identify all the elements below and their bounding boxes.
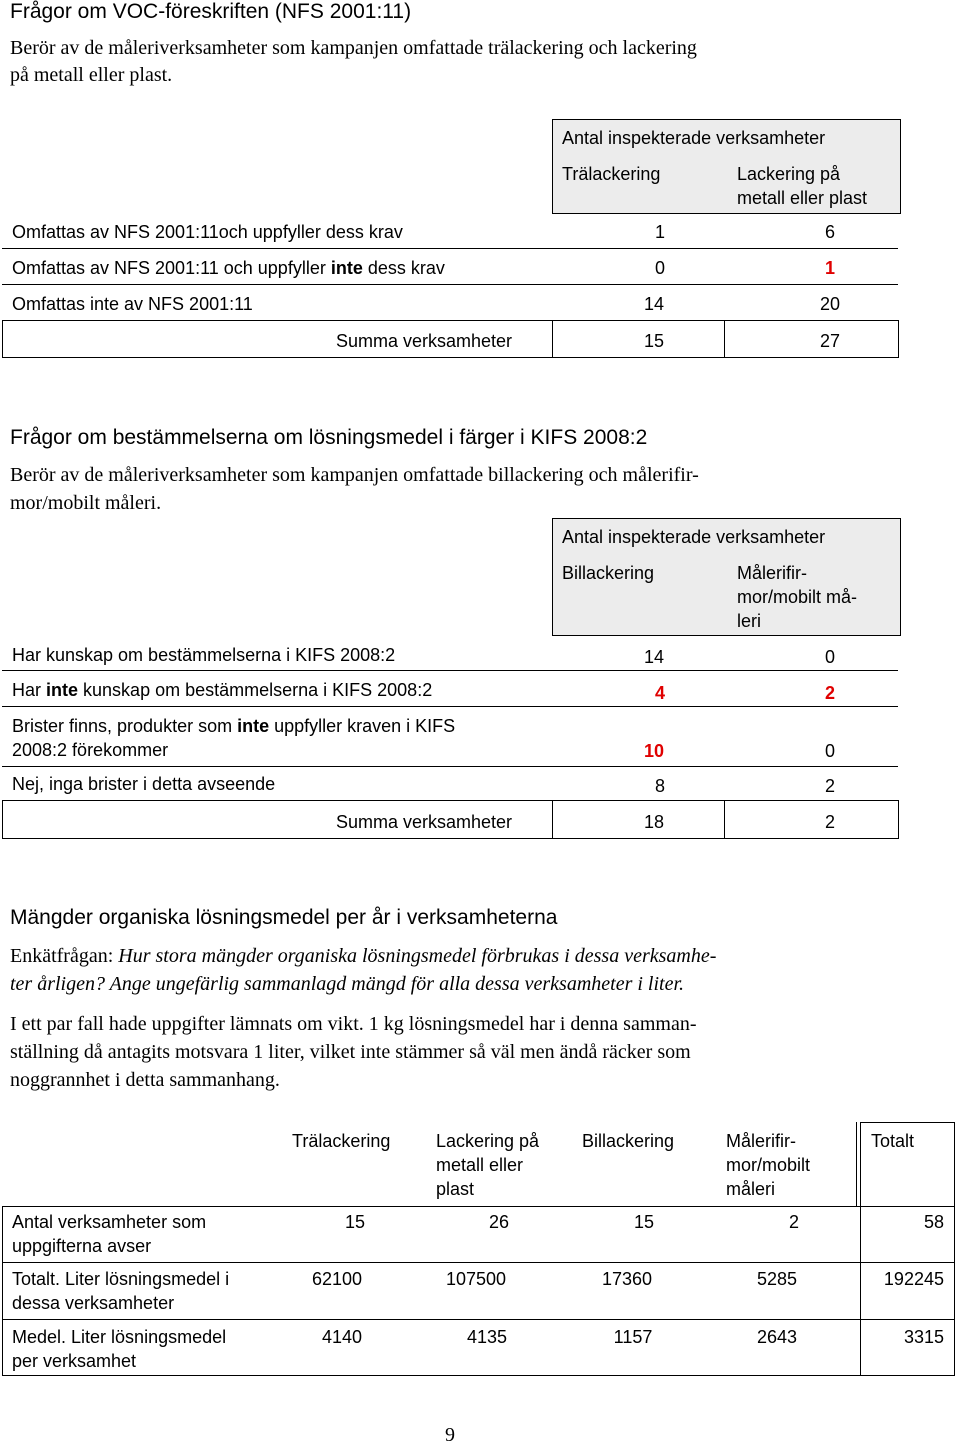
solvent-row1-v1: 15 (344, 1212, 366, 1232)
kifs-row4-v2: 2 (824, 776, 835, 796)
voc-row3-v2: 20 (819, 294, 841, 314)
solvent-row2-label-line2: dessa verksamheter (12, 1293, 175, 1313)
voc-row3-v1: 14 (643, 294, 665, 314)
kifs-row2-v1: 4 (654, 683, 665, 703)
kifs-group-header: Antal inspekterade verksamheter (562, 527, 826, 547)
solvent-row3-v4: 2643 (756, 1327, 798, 1347)
voc-sum-label: Summa verksamheter (336, 331, 513, 351)
survey-question-line2: ter årligen? Ange ungefärlig sammanlagd mängd för alla dessa verksamheter i liter. (10, 973, 685, 995)
voc-sum-v2: 27 (819, 331, 841, 351)
solvent-row2-v5: 192245 (883, 1269, 944, 1289)
solvent-header-2-line3: plast (436, 1179, 475, 1199)
voc-row1-v2: 6 (824, 222, 835, 242)
kifs-col2-header-line3: leri (737, 611, 762, 631)
voc-col1-header: Trälackering (562, 164, 661, 184)
kifs-row1-v1: 14 (643, 647, 665, 667)
kifs-row2-label: Har inte kunskap om bestämmelserna i KIFS 2008:2 (12, 680, 433, 700)
voc-col2-header-line1: Lackering på (737, 164, 841, 184)
note-line3: noggrannhet i detta sammanhang. (10, 1069, 280, 1091)
solvent-header-4-line1: Målerifir- (726, 1131, 796, 1151)
solvent-row2-v1: 62100 (311, 1269, 363, 1289)
voc-row2-v2: 1 (824, 258, 835, 278)
section2-intro-line1: Berör av de måleriverksamheter som kampanjen omfattade billackering och målerifir- (10, 464, 699, 486)
solvent-row2-v2: 107500 (445, 1269, 507, 1289)
kifs-row4-v1: 8 (654, 776, 665, 796)
kifs-sum-label: Summa verksamheter (336, 812, 513, 832)
kifs-row4-label: Nej, inga brister i detta avseende (12, 774, 276, 794)
kifs-sum-v1: 18 (643, 812, 665, 832)
solvent-row3-v1: 4140 (321, 1327, 363, 1347)
voc-group-header: Antal inspekterade verksamheter (562, 128, 826, 148)
solvent-header-4-line2: mor/mobilt (726, 1155, 811, 1175)
solvent-header-2-line1: Lackering på (436, 1131, 540, 1151)
voc-row2-v1: 0 (654, 258, 665, 278)
kifs-row3-v1: 10 (643, 741, 665, 761)
solvent-row3-label-line2: per verksamhet (12, 1351, 137, 1371)
solvent-row3-v3: 1157 (613, 1327, 653, 1347)
kifs-col2-header-line1: Målerifir- (737, 563, 807, 583)
solvent-row1-label-line2: uppgifterna avser (12, 1236, 152, 1256)
kifs-row3-v2: 0 (824, 741, 835, 761)
solvent-header-5: Totalt (871, 1131, 915, 1151)
kifs-row1-label: Har kunskap om bestämmelserna i KIFS 2008:2 (12, 645, 396, 665)
voc-row1-v1: 1 (654, 222, 665, 242)
voc-row1-label: Omfattas av NFS 2001:11och uppfyller dess krav (12, 222, 403, 242)
voc-sum-v1: 15 (643, 331, 665, 351)
kifs-row3-label-line1: Brister finns, produkter som inte uppfyller kraven i KIFS (12, 716, 456, 736)
solvent-row2-label-line1: Totalt. Liter lösningsmedel i (12, 1269, 230, 1289)
kifs-col2-header-line2: mor/mobilt må- (737, 587, 858, 607)
solvent-row1-v3: 15 (633, 1212, 655, 1232)
section1-intro-line2: på metall eller plast. (10, 64, 173, 86)
section2-title: Frågor om bestämmelserna om lösningsmedel i färger i KIFS 2008:2 (10, 426, 648, 449)
solvent-header-1: Trälackering (292, 1131, 391, 1151)
solvent-row3-v5: 3315 (903, 1327, 944, 1347)
survey-question-line1: Enkätfrågan: Hur stora mängder organiska lösningsmedel förbrukas i dessa verksamhe- (10, 945, 717, 967)
section1-title: Frågor om VOC-föreskriften (NFS 2001:11) (10, 0, 412, 23)
solvent-row3-v2: 4135 (466, 1327, 508, 1347)
note-line1: I ett par fall hade uppgifter lämnats om vikt. 1 kg lösningsmedel har i denna samman- (10, 1013, 697, 1035)
kifs-row3-label-line2: 2008:2 förekommer (12, 740, 169, 760)
solvent-header-3: Billackering (582, 1131, 675, 1151)
solvent-row2-v4: 5285 (756, 1269, 798, 1289)
voc-row2-label: Omfattas av NFS 2001:11 och uppfyller inte dess krav (12, 258, 445, 278)
solvent-header-4-line3: måleri (726, 1179, 776, 1199)
solvent-row3-label-line1: Medel. Liter lösningsmedel (12, 1327, 227, 1347)
kifs-col1-header: Billackering (562, 563, 655, 583)
solvent-header-2-line2: metall eller (436, 1155, 524, 1175)
section1-intro-line1: Berör av de måleriverksamheter som kampanjen omfattade trälackering och lackering (10, 37, 697, 59)
voc-row3-label: Omfattas inte av NFS 2001:11 (12, 294, 253, 314)
kifs-row2-v2: 2 (824, 683, 835, 703)
note-line2: ställning då antagits motsvara 1 liter, vilket inte stämmer så väl men ändå räcker som (10, 1041, 691, 1063)
solvent-row1-label-line1: Antal verksamheter som (12, 1212, 207, 1232)
kifs-row1-v2: 0 (824, 647, 835, 667)
solvent-row1-v5: 58 (923, 1212, 944, 1232)
kifs-sum-v2: 2 (824, 812, 835, 832)
voc-col2-header-line2: metall eller plast (737, 188, 868, 208)
solvent-row1-v4: 2 (788, 1212, 799, 1232)
page-number: 9 (445, 1424, 455, 1446)
solvent-row1-v2: 26 (488, 1212, 510, 1232)
section2-intro-line2: mor/mobilt måleri. (10, 492, 162, 514)
solvent-row2-v3: 17360 (601, 1269, 653, 1289)
section3-title: Mängder organiska lösningsmedel per år i verksamheterna (10, 906, 558, 929)
